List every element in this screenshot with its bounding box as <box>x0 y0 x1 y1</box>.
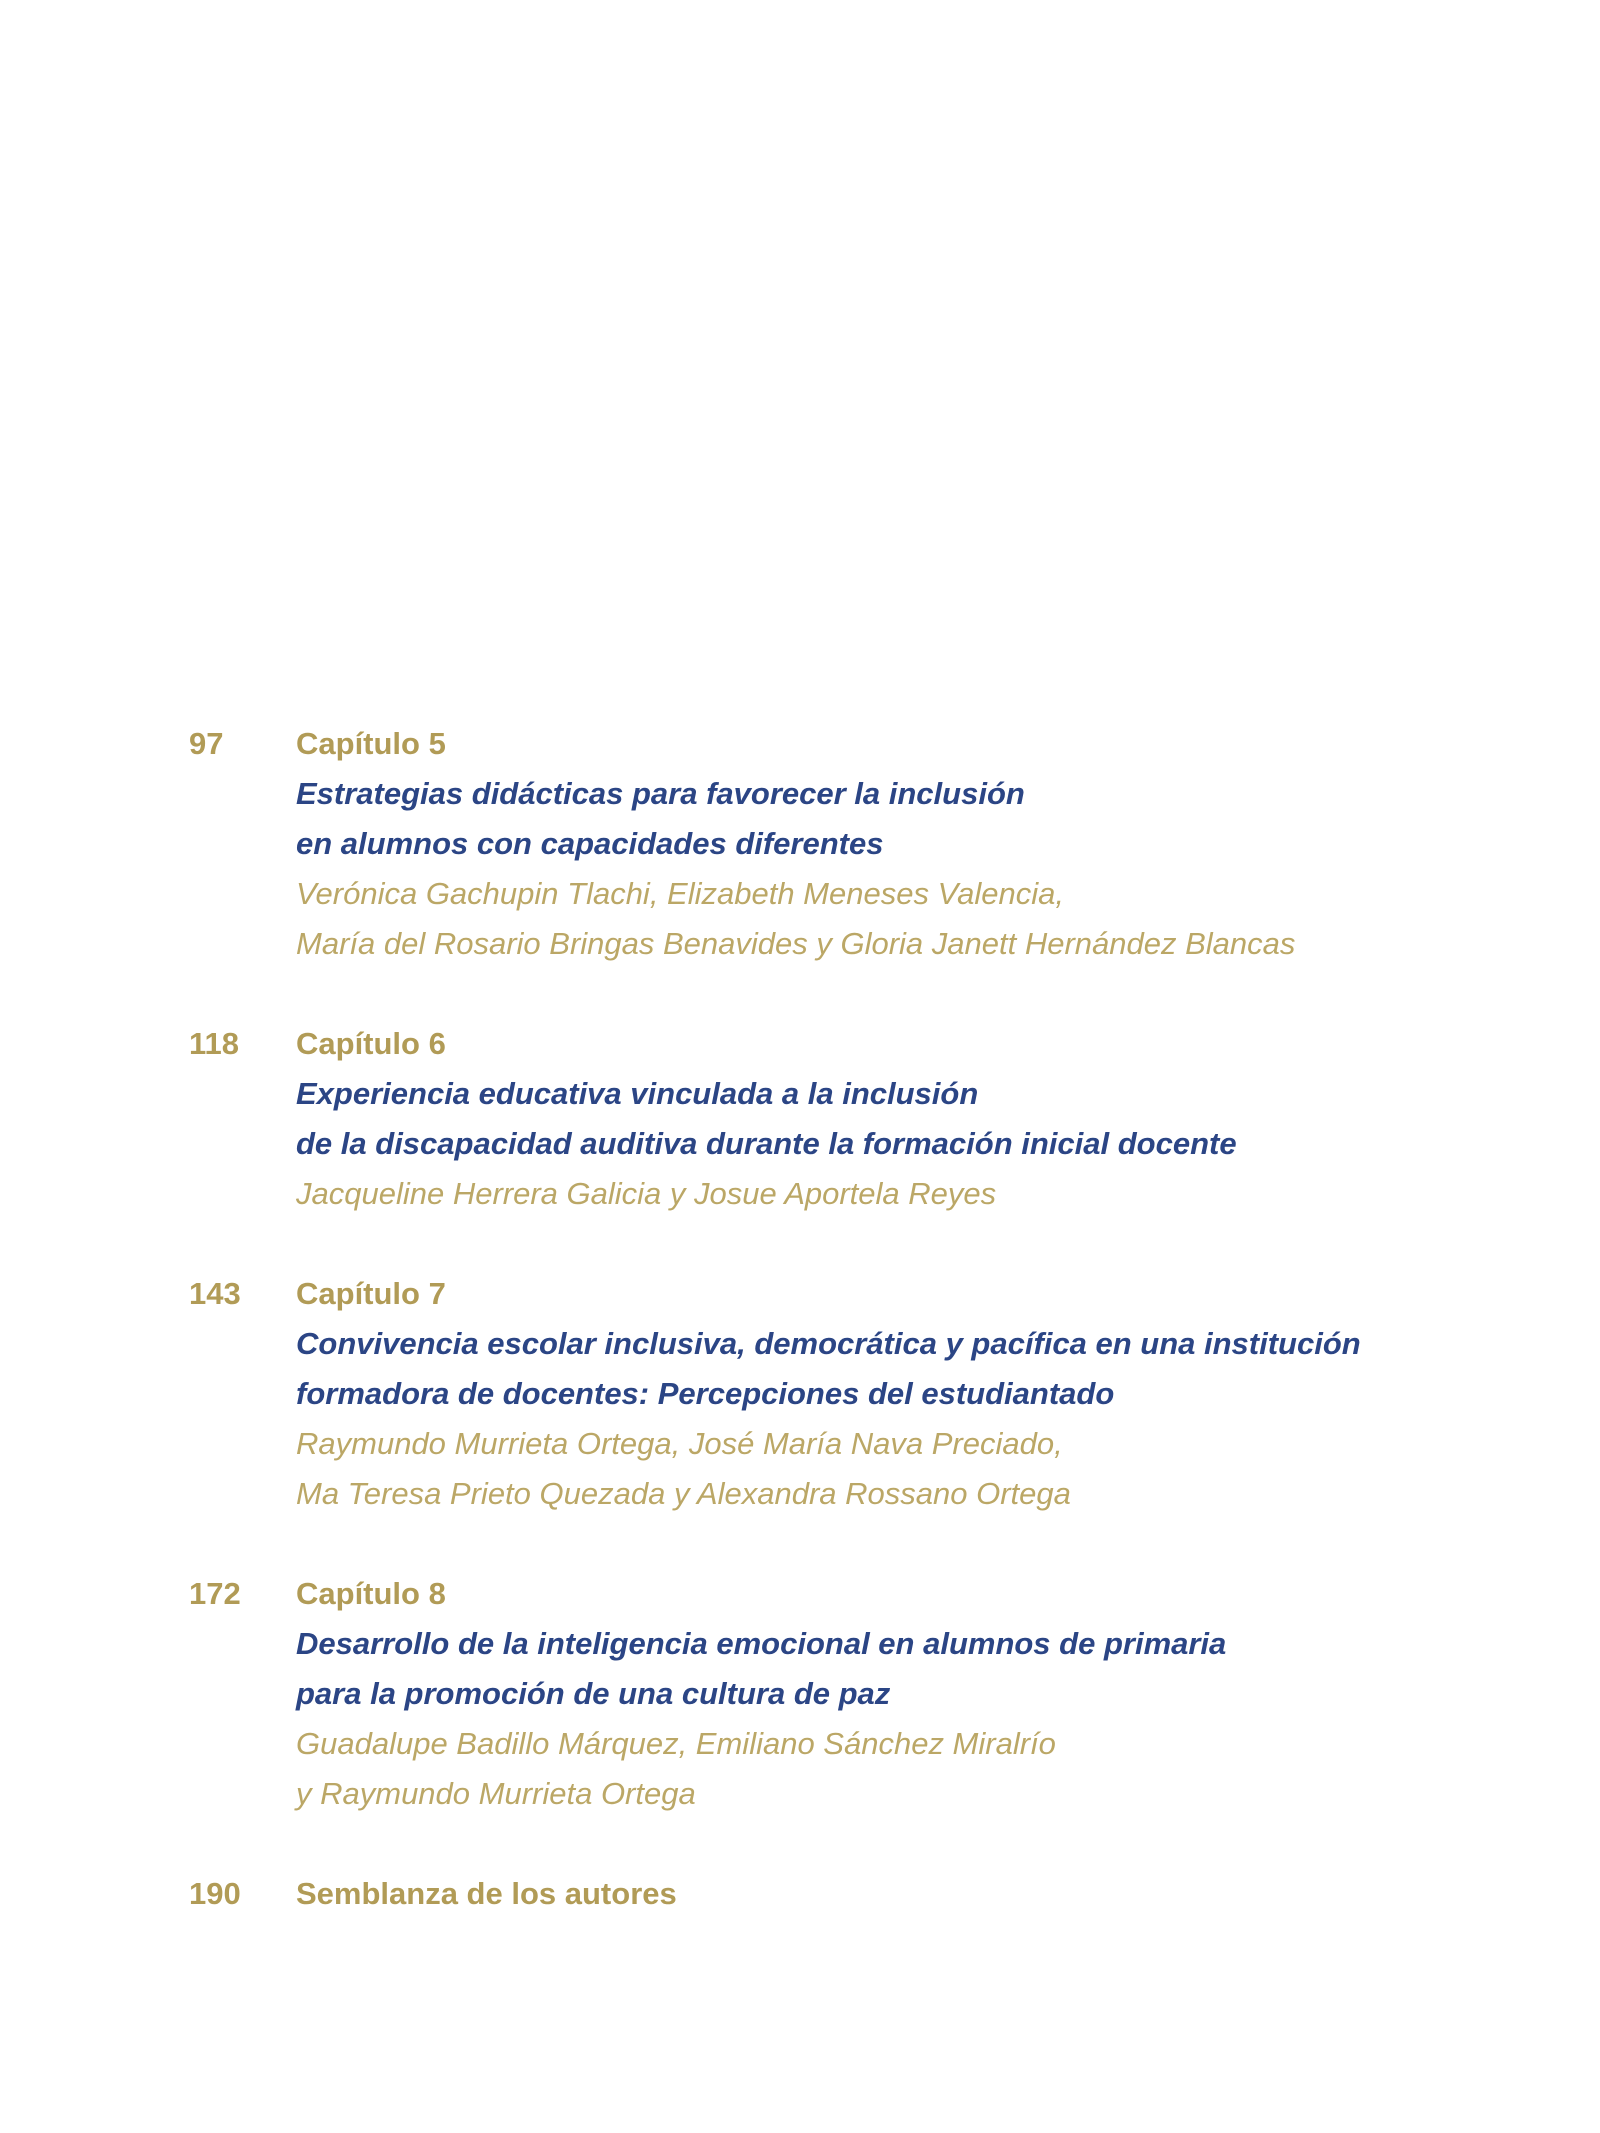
toc-chapter-authors: María del Rosario Bringas Benavides y Gloria Janett Hernández Blancas <box>296 926 1296 961</box>
toc-chapter-authors: Jacqueline Herrera Galicia y Josue Aportela Reyes <box>296 1176 997 1211</box>
toc-page-number: 190 <box>189 1876 241 1911</box>
toc-page-number: 143 <box>189 1276 241 1311</box>
toc-chapter-title: para la promoción de una cultura de paz <box>296 1676 891 1711</box>
toc-entry-body <box>296 1019 1600 1219</box>
toc-chapter-authors: Ma Teresa Prieto Quezada y Alexandra Rossano Ortega <box>296 1476 1071 1511</box>
table-of-contents <box>0 719 1600 1969</box>
toc-entry-body <box>296 1269 1600 1519</box>
toc-page-number: 97 <box>189 726 224 761</box>
toc-entry <box>0 1869 1600 1919</box>
toc-chapter-title: Convivencia escolar inclusiva, democrática y pacífica en una institución <box>296 1326 1361 1361</box>
toc-chapter-label: Capítulo 5 <box>296 726 446 761</box>
toc-chapter-authors: Raymundo Murrieta Ortega, José María Nava Preciado, <box>296 1426 1063 1461</box>
toc-chapter-title: Experiencia educativa vinculada a la inclusión <box>296 1076 979 1111</box>
toc-entry-body <box>296 719 1600 969</box>
toc-page-number: 172 <box>189 1576 241 1611</box>
toc-entry <box>0 1269 1600 1519</box>
toc-entry-body <box>296 1569 1600 1819</box>
toc-chapter-title: formadora de docentes: Percepciones del estudiantado <box>296 1376 1115 1411</box>
toc-chapter-authors: y Raymundo Murrieta Ortega <box>296 1776 696 1811</box>
toc-entry <box>0 1569 1600 1819</box>
toc-chapter-authors: Verónica Gachupin Tlachi, Elizabeth Meneses Valencia, <box>296 876 1064 911</box>
toc-chapter-title: en alumnos con capacidades diferentes <box>296 826 884 861</box>
toc-chapter-label: Capítulo 7 <box>296 1276 446 1311</box>
toc-section-label: Semblanza de los autores <box>296 1876 677 1911</box>
toc-chapter-title: Desarrollo de la inteligencia emocional en alumnos de primaria <box>296 1626 1227 1661</box>
toc-chapter-title: Estrategias didácticas para favorecer la inclusión <box>296 776 1025 811</box>
toc-entry <box>0 1019 1600 1219</box>
toc-chapter-authors: Guadalupe Badillo Márquez, Emiliano Sánchez Miralrío <box>296 1726 1056 1761</box>
toc-entry-body <box>296 1869 1600 1919</box>
toc-page-number: 118 <box>189 1026 240 1061</box>
toc-chapter-title: de la discapacidad auditiva durante la formación inicial docente <box>296 1126 1237 1161</box>
toc-chapter-label: Capítulo 8 <box>296 1576 446 1611</box>
toc-chapter-label: Capítulo 6 <box>296 1026 446 1061</box>
toc-entry <box>0 719 1600 969</box>
